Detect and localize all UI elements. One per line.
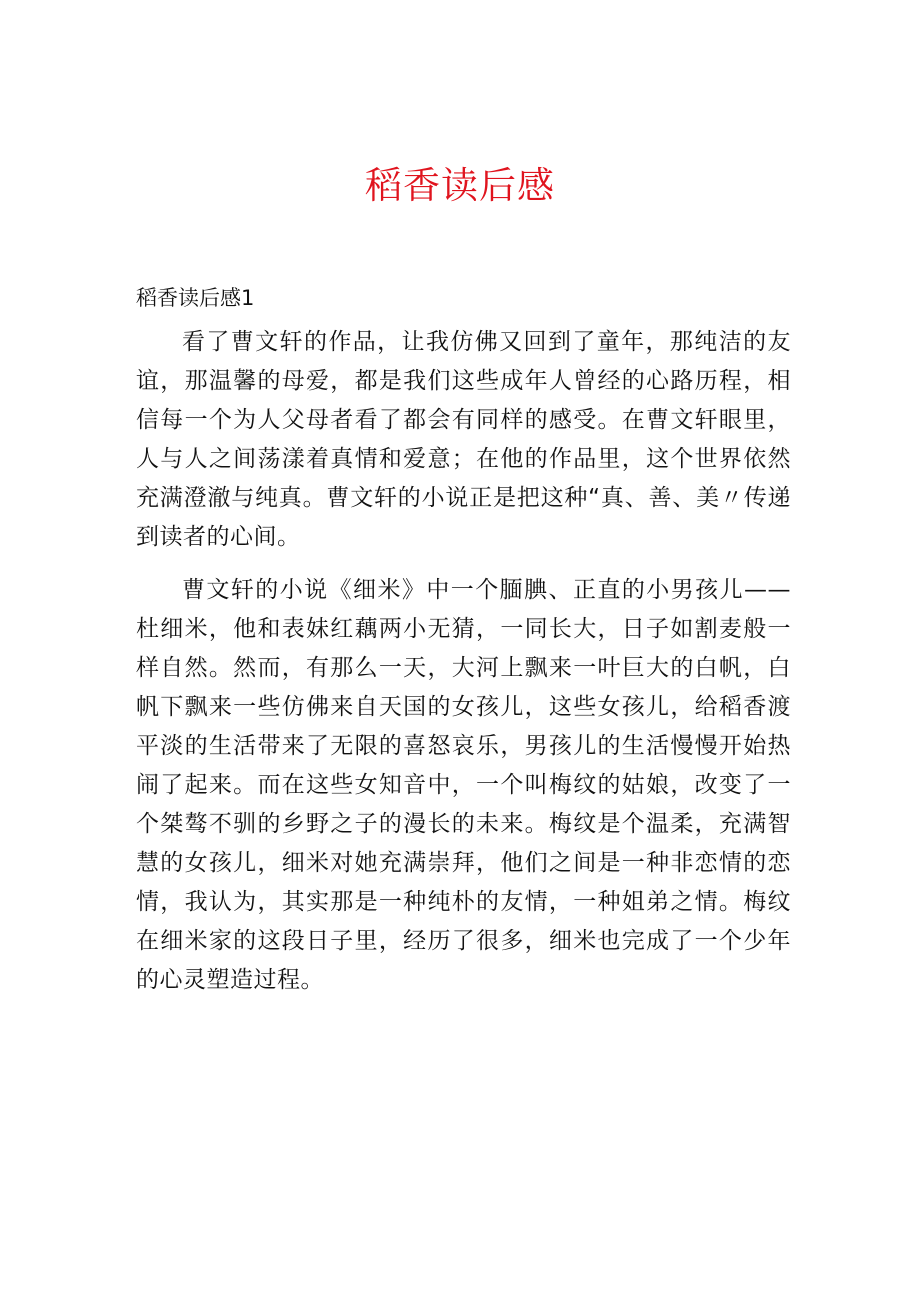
paragraph-2: 曹文轩的小说《细米》中一个腼腆、正直的小男孩儿——杜细米，他和表妹红藕两小无猜，一同长大，日子如割麦般一样自然。然而，有那么一天，大河上飘来一叶巨大的白帆，白帆下飘来一些仿佛来自天国的女孩儿，这些女孩儿，给稻香渡平淡的生活带来了无限的喜怒哀乐，男孩儿的生活慢慢开始热闹了起来。而在这些女知音中，一个叫梅纹的姑娘，改变了一个桀骜不驯的乡野之子的漫长的未来。梅纹是个温柔，充满智慧的女孩儿，细米对她充满崇拜，他们之间是一种非恋情的恋情，我认为，其实那是一种纯朴的友情，一种姐弟之情。梅纹在细米家的这段日子里，经历了很多，细米也完成了一个少年的心灵塑造过程。 xyxy=(136,577,791,993)
paragraph-1: 看了曹文轩的作品，让我仿佛又回到了童年，那纯洁的友谊，那温馨的母爱，都是我们这些成年人曾经的心路历程，相信每一个为人父母者看了都会有同样的感受。在曹文轩眼里，人与人之间荡漾着真情和爱意；在他的作品里，这个世界依然充满澄澈与纯真。曹文轩的小说正是把这种“真、善、美〃传递到读者的心间。 xyxy=(136,329,791,550)
document-body xyxy=(136,280,791,1014)
document-title: 稻香读后感 xyxy=(365,164,555,207)
section-heading: 稻香读后感1 xyxy=(136,286,255,310)
